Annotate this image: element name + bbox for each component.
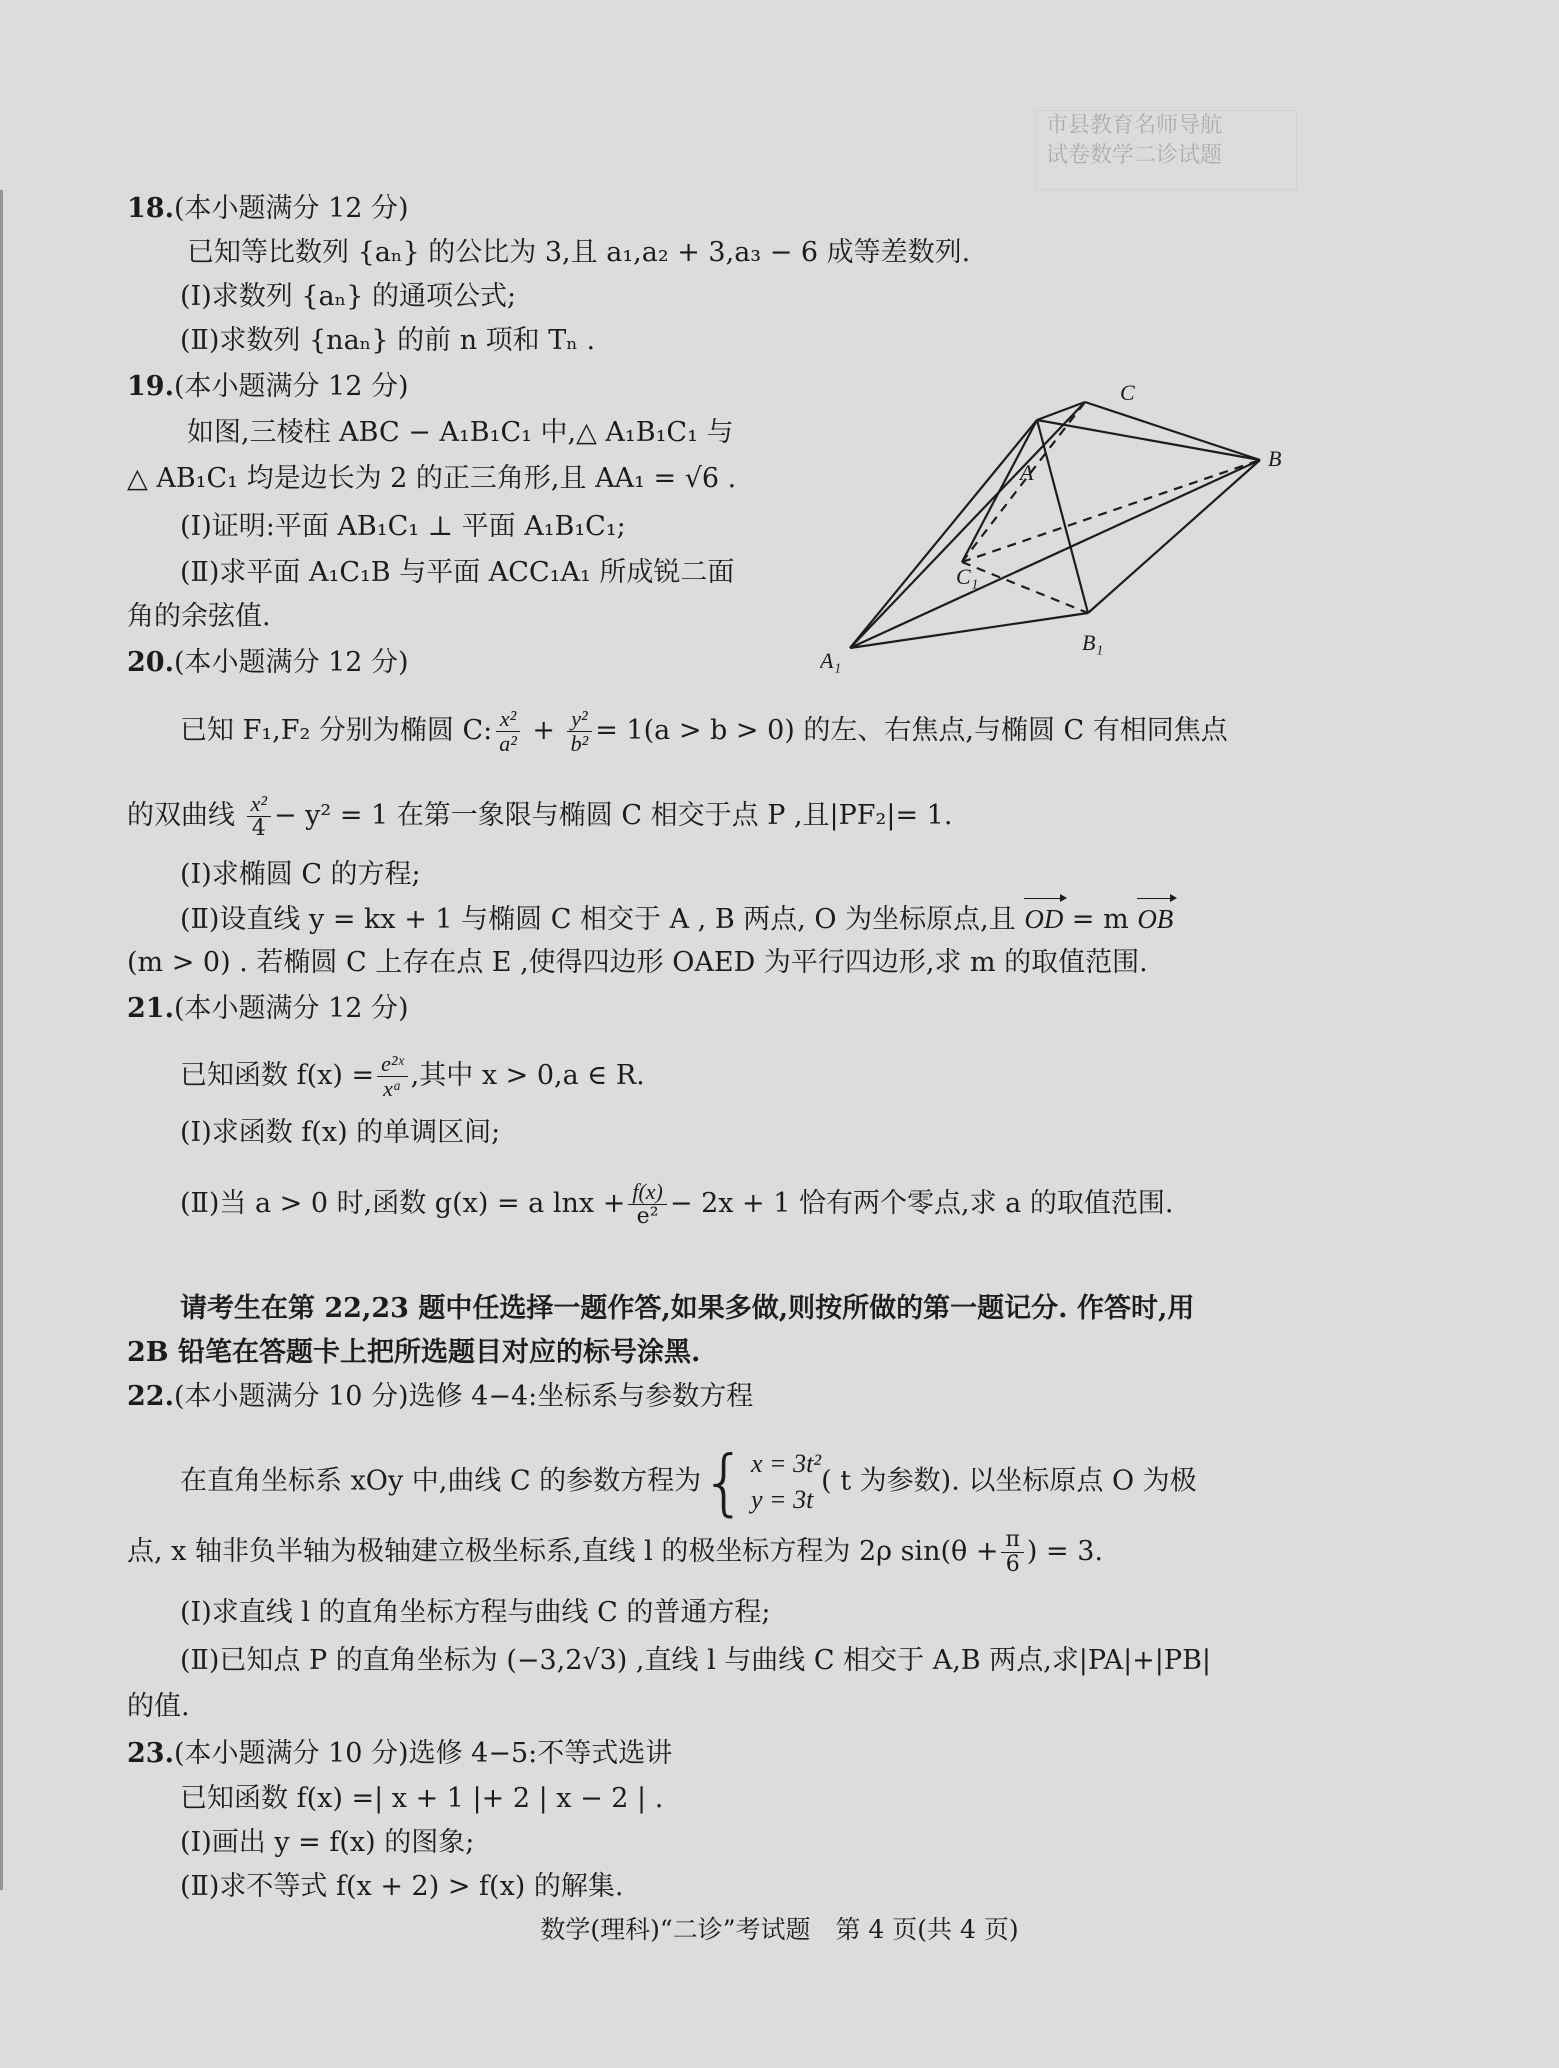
page-footer: 数学(理科)“二诊”考试题 第 4 页(共 4 页) [540, 1915, 1019, 1944]
q23-line-1: 已知函数 f(x) =| x + 1 |+ 2 | x − 2 | . [180, 1783, 664, 1814]
frac-den: 4 [251, 816, 266, 841]
q19-line-2: △ AB₁C₁ 均是边长为 2 的正三角形,且 AA₁ = √6 . [127, 463, 737, 494]
label-c: C [1120, 380, 1135, 405]
frac-x2-a2 [495, 707, 521, 756]
q22-part-2: (Ⅱ)已知点 P 的直角坐标为 (−3,2√3) ,直线 l 与曲线 C 相交于 A,B 两点,求|PA|+|PB| [180, 1645, 1212, 1676]
q21-heading [127, 992, 409, 1026]
q20-line-1: 已知 F₁,F₂ 分别为椭圆 C: $\frac{\text{x²}}{\text{a²}}$ + $\frac{\text{y²}}{\text{b²}}$ = 1(a > b > 0) 的左、右焦点,与椭圆 C 有相同焦点 [180, 706, 1228, 756]
q23-heading [127, 1737, 672, 1771]
q19-heading [127, 370, 409, 404]
q20-l2-text-a: 的双曲线 [127, 800, 235, 831]
instruction-line-1: 请考生在第 22,23 题中任选择一题作答,如果多做,则按所做的第一题记分. 作答时,用 [180, 1293, 1195, 1324]
q20-l1-text-a: 已知 F₁,F₂ 分别为椭圆 C: [180, 715, 493, 746]
q20-heading [127, 646, 409, 680]
q21-line-1 [180, 1052, 645, 1101]
frac-num: y² [567, 707, 591, 732]
param-eq-y: y = 3t [751, 1485, 814, 1514]
frac-num: x² [496, 707, 520, 732]
frac-num: π [1001, 1528, 1023, 1553]
frac-num: x² [247, 792, 271, 817]
q19-part-1: (Ⅰ)证明:平面 AB₁C₁ ⊥ 平面 A₁B₁C₁; [180, 511, 626, 542]
q23-part-2: (Ⅱ)求不等式 f(x + 2) > f(x) 的解集. [180, 1871, 624, 1902]
q22-l1-text-a: 在直角坐标系 xOy 中,曲线 C 的参数方程为 [180, 1465, 702, 1497]
q21-l3-text-b: − 2x + 1 恰有两个零点,求 a 的取值范围. [669, 1188, 1174, 1219]
label-b1: B₁ [1082, 630, 1104, 655]
edge-a-b1 [1037, 420, 1088, 613]
q18-heading [127, 192, 409, 226]
q21-number: 21. [127, 993, 174, 1024]
q22-line-5: 的值. [127, 1691, 190, 1722]
q21-l1-text-a: 已知函数 f(x) = [180, 1060, 375, 1091]
frac-den: xᵃ [383, 1076, 402, 1101]
frac-den: b² [570, 731, 589, 756]
parametric-system [701, 1440, 822, 1524]
q20-l4-eq: = m [1063, 904, 1138, 935]
q20-line-2 [127, 792, 952, 841]
frac-pi-6 [1001, 1528, 1023, 1577]
faded-stamp [1035, 110, 1297, 190]
q22-line-2 [127, 1528, 1103, 1577]
q20-l4-text: (Ⅱ)设直线 y = kx + 1 与椭圆 C 相交于 A , B 两点, O 为坐标原点,且 [180, 904, 1016, 935]
page-edge-shadow [0, 190, 3, 1890]
frac-den: a² [499, 731, 517, 756]
q20-part-1: (Ⅰ)求椭圆 C 的方程; [180, 859, 421, 890]
label-a1: A₁ [820, 648, 842, 673]
q21-l3-text-a: (Ⅱ)当 a > 0 时,函数 g(x) = a lnx + [180, 1188, 626, 1219]
q22-points: (本小题满分 10 分)选修 4−4:坐标系与参数方程 [173, 1381, 754, 1412]
stamp-line-2: 试卷数学二诊试题 [1046, 143, 1223, 168]
q19-line-5: 角的余弦值. [127, 601, 271, 632]
q21-l1-text-b: ,其中 x > 0,a ∈ R. [410, 1060, 645, 1091]
q21-part-2 [180, 1180, 1173, 1229]
label-a: A [1020, 460, 1034, 485]
prism-figure [820, 380, 1300, 680]
q18-line-1: 已知等比数列 {aₙ} 的公比为 3,且 a₁,a₂ + 3,a₃ − 6 成等差数列. [187, 237, 971, 268]
frac-num: f(x) [628, 1180, 667, 1205]
q19-part-2: (Ⅱ)求平面 A₁C₁B 与平面 ACC₁A₁ 所成锐二面 [180, 557, 735, 588]
stamp-line-1: 市县教育名师导航 [1046, 113, 1223, 138]
q19-line-1: 如图,三棱柱 ABC − A₁B₁C₁ 中,△ A₁B₁C₁ 与 [187, 417, 734, 448]
q22-l1-text-b: ( t 为参数). 以坐标原点 O 为极 [821, 1465, 1197, 1497]
q23-points: (本小题满分 10 分)选修 4−5:不等式选讲 [173, 1738, 673, 1769]
q21-points: (本小题满分 12 分) [173, 993, 409, 1024]
param-eq-x: x = 3t² [751, 1449, 822, 1478]
q20-line-5: (m > 0) . 若椭圆 C 上存在点 E ,使得四边形 OAED 为平行四边形,求 m 的取值范围. [127, 947, 1148, 978]
q22-part-1: (Ⅰ)求直线 l 的直角坐标方程与曲线 C 的普通方程; [180, 1597, 771, 1628]
edge-a-b [1037, 420, 1260, 460]
q22-l2-text-a: 点, x 轴非负半轴为极轴建立极坐标系,直线 l 的极坐标方程为 2ρ sin(θ + [127, 1536, 999, 1567]
edge-a1-a [850, 420, 1037, 648]
q23-part-1: (Ⅰ)画出 y = f(x) 的图象; [180, 1827, 475, 1858]
instruction-line-2: 2B 铅笔在答题卡上把所选题目对应的标号涂黑. [127, 1337, 701, 1368]
q20-points: (本小题满分 12 分) [173, 647, 409, 678]
q22-line-1 [180, 1440, 1197, 1524]
q22-heading [127, 1380, 753, 1414]
q19-points: (本小题满分 12 分) [173, 371, 409, 402]
frac-den: e² [636, 1204, 659, 1229]
label-b: B [1268, 446, 1282, 471]
edge-b1-b [1088, 460, 1260, 613]
q21-part-1: (Ⅰ)求函数 f(x) 的单调区间; [180, 1117, 501, 1148]
edge-a1-c [850, 402, 1085, 648]
frac-fx-e2 [628, 1180, 667, 1229]
frac-num: e²ˣ [377, 1052, 408, 1077]
q18-number: 18. [127, 193, 174, 224]
frac-e2x-xa [377, 1052, 408, 1101]
q22-number: 22. [127, 1381, 174, 1412]
vector-ob: OB [1137, 904, 1174, 934]
q18-part-2: (Ⅱ)求数列 {naₙ} 的前 n 项和 Tₙ . [180, 325, 596, 356]
q20-l1-text-b: = 1(a > b > 0) 的左、右焦点,与椭圆 C 有相同焦点 [595, 715, 1228, 746]
q18-points: (本小题满分 12 分) [173, 193, 409, 224]
label-c1: C₁ [956, 564, 979, 589]
frac-den: 6 [1005, 1552, 1020, 1577]
vector-od: OD [1024, 904, 1064, 934]
q22-l2-text-b: ) = 3. [1026, 1536, 1104, 1567]
q20-number: 20. [127, 647, 174, 678]
q20-part-2 [180, 902, 1173, 937]
q19-number: 19. [127, 371, 174, 402]
edge-c-b [1085, 402, 1260, 460]
q23-number: 23. [127, 1738, 174, 1769]
q18-part-1: (Ⅰ)求数列 {aₙ} 的通项公式; [180, 281, 517, 312]
frac-y2-b2 [567, 707, 593, 756]
q20-l2-text-b: − y² = 1 在第一象限与椭圆 C 相交于点 P ,且|PF₂|= 1. [273, 800, 953, 831]
frac-x2-4 [247, 792, 271, 841]
left-brace: { [701, 1440, 747, 1524]
